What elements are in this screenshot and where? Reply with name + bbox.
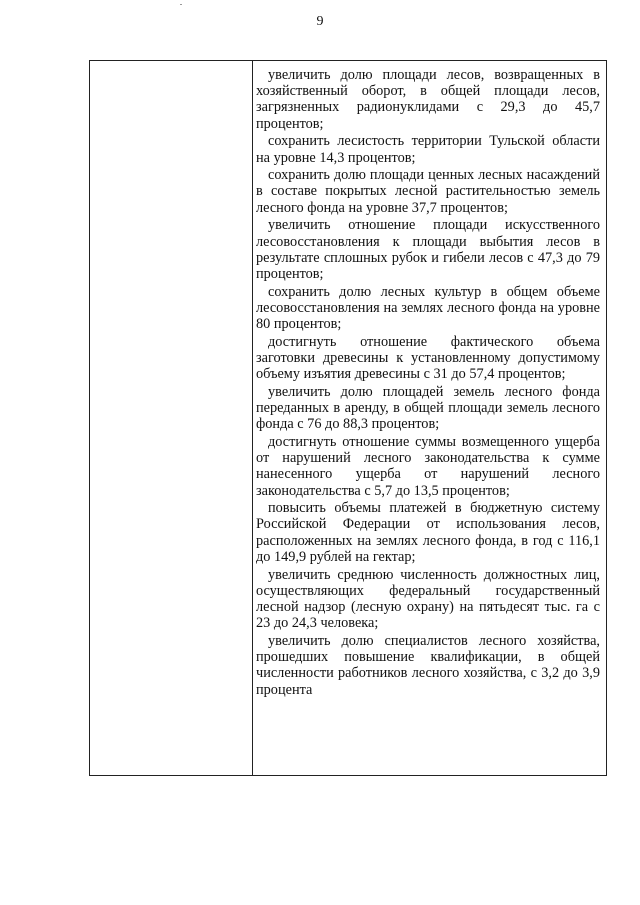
goal-paragraph: увеличить отношение площади искусственного лесовосстановления к площади выбытия лесов в результате сплошных рубок и гибели лесов с 47,3 до 79 процентов; [256,217,600,282]
goal-paragraph: сохранить долю площади ценных лесных насаждений в составе покрытых лесной растительностью земель лесного фонда на уровне 37,7 процентов; [256,167,600,216]
table-right-cell [256,67,600,699]
goal-paragraph: достигнуть отношение суммы возмещенного ущерба от нарушений лесного законодательства к сумме нанесенного ущерба от нарушений лесного законодательства с 5,7 до 13,5 процентов; [256,433,600,499]
goal-paragraph: сохранить лесистость территории Тульской области на уровне 14,3 процентов; [256,133,600,166]
goal-paragraph: увеличить долю площадей земель лесного фонда переданных в аренду, в общей площади земель лесного фонда с 76 до 88,3 процентов; [256,383,600,433]
goal-paragraph: сохранить долю лесных культур в общем объеме лесовосстановления на землях лесного фонда на уровне 80 процентов; [256,283,600,333]
goal-paragraph: увеличить долю специалистов лесного хозяйства, прошедших повышение квалификации, в общей численности работников лесного хозяйства, с 3,2 до 3,9 процента [256,632,600,698]
goals-table [89,60,607,776]
column-divider [252,61,253,775]
goal-paragraph: повысить объемы платежей в бюджетную систему Российской Федерации от использования лесов, расположенных на землях лесного фонда, в год с 116,1 до 149,9 рублей на гектар; [256,500,600,565]
goal-paragraph: достигнуть отношение фактического объема заготовки древесины к установленному допустимому объему изъятия древесины с 31 до 57,4 процентов; [256,333,600,383]
scan-speck [180,4,182,5]
goal-paragraph: увеличить среднюю численность должностных лиц, осуществляющих федеральный государственный лесной надзор (лесную охрану) на пятьдесят тыс. га с 23 до 24,3 человека; [256,566,600,632]
goal-paragraph: увеличить долю площади лесов, возвращенных в хозяйственный оборот, в общей площади лесов, загрязненных радионуклидами с 29,3 до 45,7 процентов; [256,67,600,132]
page-number: 9 [316,14,324,29]
